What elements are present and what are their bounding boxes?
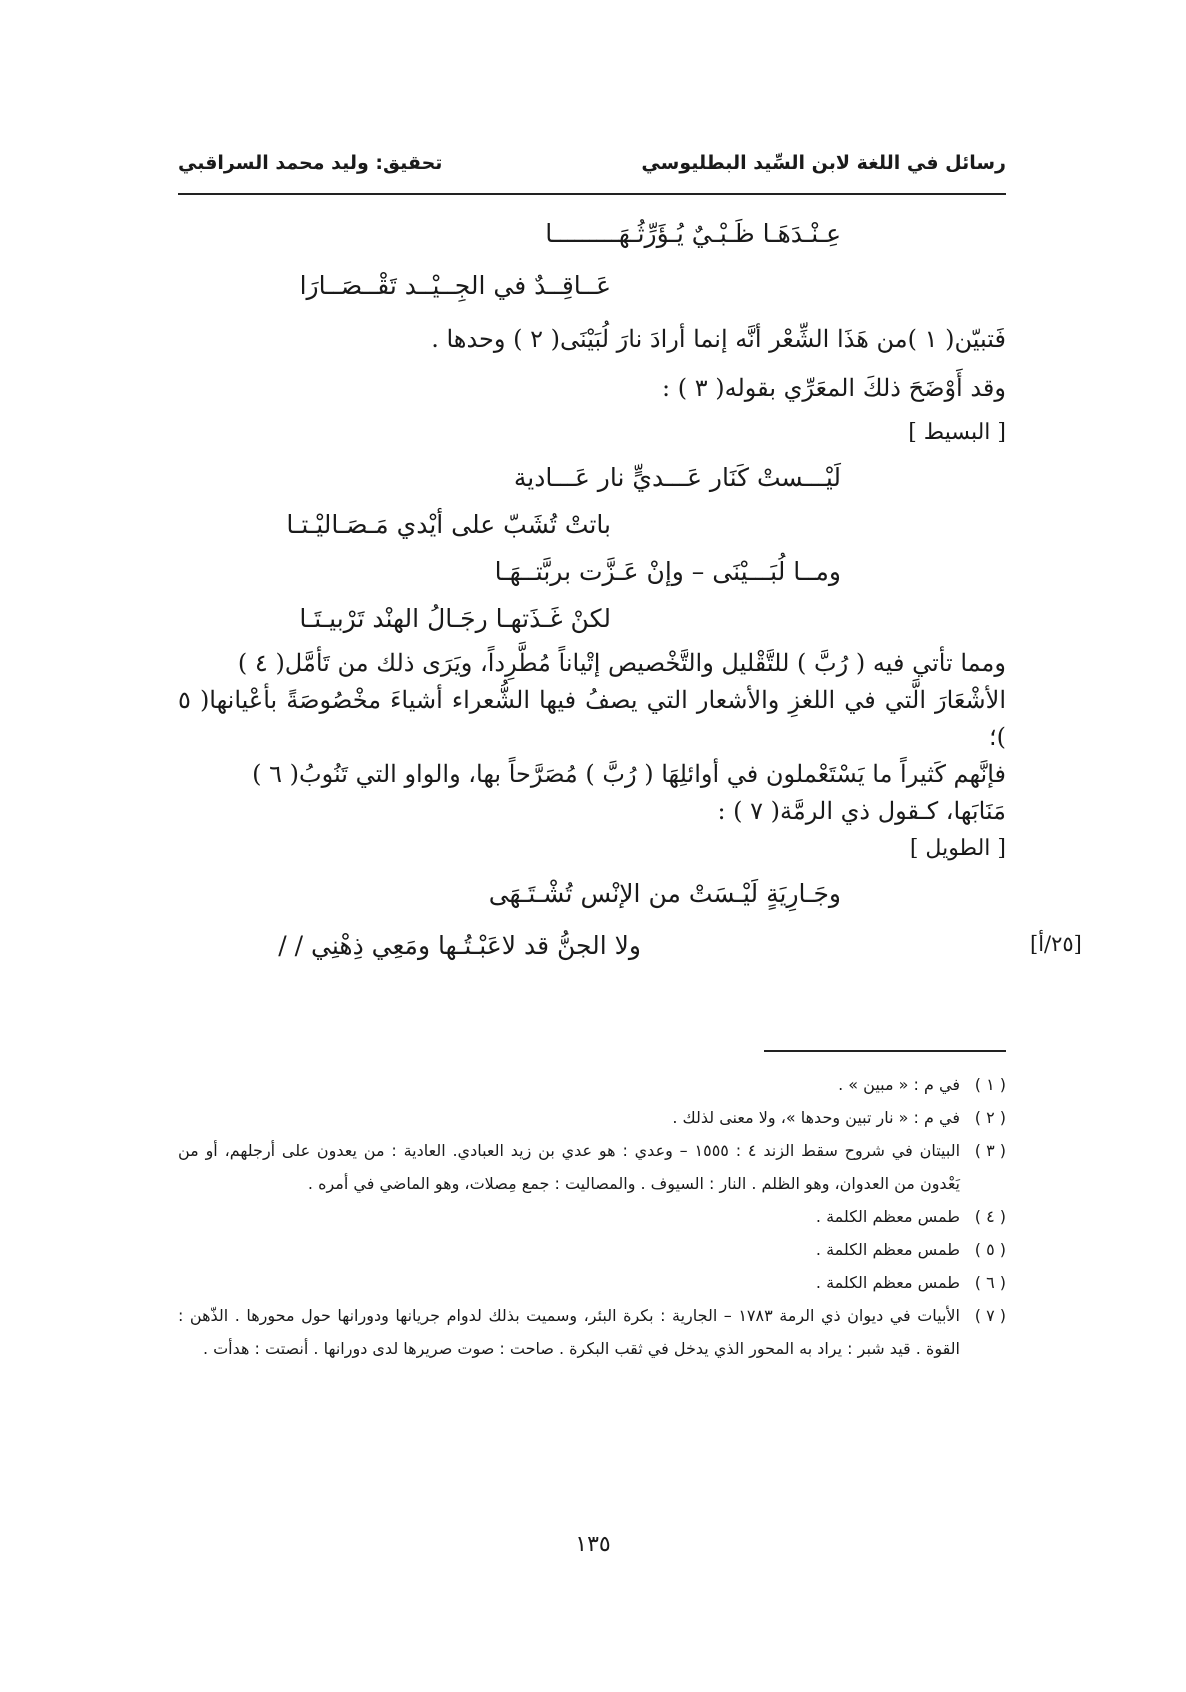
footnotes [178,1068,1006,1365]
footnote-number: ( ٧ ) [974,1306,1006,1325]
footnote-rule [764,1050,1006,1052]
verse-line: ومــا لُبَـــيْنَى – وإنْ عَـزَّت بربَّتــهَـا [494,557,841,586]
page-number: ١٣٥ [575,1532,611,1557]
footnote-text: في م : « مبين » . [838,1075,960,1094]
verse-line: عَــاقِــدٌ في الجِــيْــد تَقْــصَــارَا [299,271,611,300]
footnote-text: الأبيات في ديوان ذي الرمة ١٧٨٣ – الجارية : بكرة البئر، وسميت بذلك لدوام جريانها ودورانها حول محورها . الذّهن : القوة . قيد شبر : يراد به المحور الذي يدخل في ثقب البكرة . صاحت : صوت صريرها لدى دورانها . أنصتت : هدأت . [178,1306,961,1358]
footnote-number: ( ٤ ) [974,1207,1006,1226]
footnote-text: في م : « نار تبين وحدها »، ولا معنى لذلك . [672,1108,960,1127]
folio-marker: [٢٥/أ] [1030,932,1082,956]
footnote-number: ( ٥ ) [974,1240,1006,1259]
prose-line: ومما تأتي فيه ( رُبَّ ) للتَّقْليل والتَّخْصيص إتْياناً مُطَّرِداً، ويَرَى ذلك من تَأمَّل( ٤ ) [237,649,1006,677]
footnote-number: ( ١ ) [974,1075,1006,1094]
footnote-text: طمس معظم الكلمة . [815,1240,960,1259]
prose-line: فإنَّهم كَثيراً ما يَسْتَعْملون في أوائلِهَا ( رُبَّ ) مُصَرَّحاً بها، والواو التي تَنُوبُ( ٦ ) [252,760,1006,788]
running-head [178,152,1006,192]
footnote-text: طمس معظم الكلمة . [815,1273,960,1292]
footnote [178,1266,1006,1299]
verse-line: ولا الجنُّ قد لاعَبْـتُـها ومَعِي ذِهْنِي / / [278,931,641,960]
prose-line: وقد أَوْضَحَ ذلكَ المعَرِّي بقوله( ٣ ) : [662,374,1006,402]
prose-line: مَنَابَها، كـقول ذي الرمَّة( ٧ ) : [717,797,1006,825]
footnote [178,1233,1006,1266]
paragraph [178,645,1006,830]
verse-line: عِـنْـدَهَـا ظَـبْـيٌ يُـؤَرِّثُـهَـــــــــا [545,219,841,248]
meter-label: [ البسيط ] [908,420,1006,445]
prose-line: الأشْعَارَ الَّتي في اللغزِ والأشعار التي يصفُ فيها الشُّعراء أشياءَ مخْصُوصَةً بأعْيانها( ٥ )؛ [178,686,1006,751]
editor-credit: تحقيق: وليد محمد السراقبي [178,152,443,174]
book-title: رسائل في اللغة لابن السِّيد البطليوسي [641,152,1006,174]
prose-line: فَتبيّن( ١ )من هَذَا الشِّعْر أنَّه إنما أرادَ نارَ لُبَيْنَى( ٢ ) وحدها . [431,325,1006,353]
verse-line: وجَـارِيَةٍ لَيْـسَتْ من الإنْس تُشْـتَـهَى [488,879,841,908]
meter-label: [ الطويل ] [909,836,1006,861]
verse-line: باتتْ تُشَبّ على أيْدي مَـصَـاليْـتـا [286,510,611,539]
footnote-number: ( ٢ ) [974,1108,1006,1127]
footnote-number: ( ٣ ) [974,1141,1006,1160]
footnote [178,1068,1006,1101]
footnote [178,1200,1006,1233]
verse-line: لكنْ غَـذَتهـا رجَـالُ الهنْد تَرْبيـتَـا [299,604,611,633]
footnote [178,1134,1006,1200]
footnote-text: البيتان في شروح سقط الزند ٤ : ١٥٥٥ – وعدي : هو عدي بن زيد العبادي. العادية : من يعدون على أرجلهم، أو من يَعْدون من العدوان، وهو الظلم . النار : السيوف . والمصاليت : جمع مِصلات، وهو الماضي في أمره . [178,1141,961,1193]
footnote [178,1101,1006,1134]
footnote-number: ( ٦ ) [974,1273,1006,1292]
footnote-text: طمس معظم الكلمة . [815,1207,960,1226]
verse-line: لَيْـــستْ كَنَار عَـــديٍّ نار عَـــادية [513,463,841,492]
header-rule [178,193,1006,195]
footnote [178,1299,1006,1365]
